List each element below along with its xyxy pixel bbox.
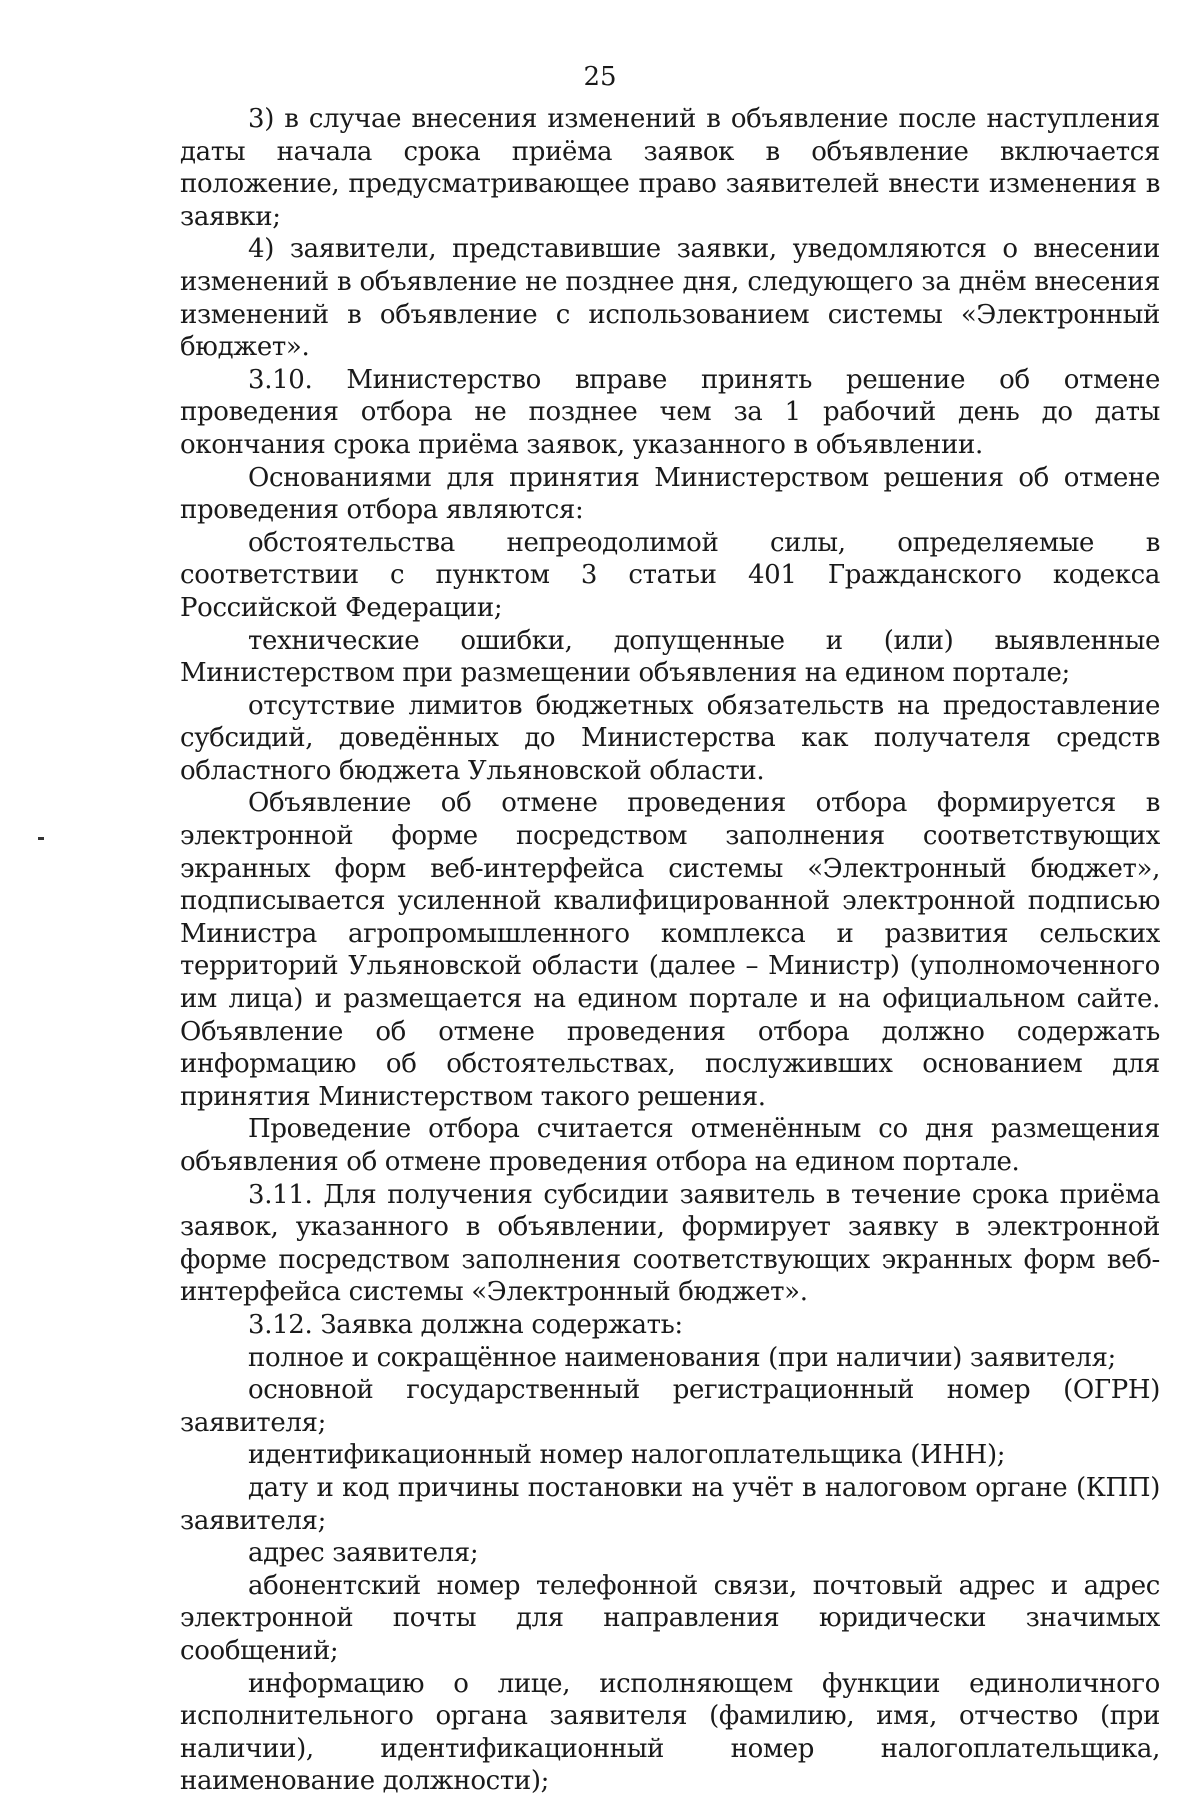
paragraph-full-name: полное и сокращённое наименования (при наличии) заявителя; xyxy=(248,1342,1116,1373)
paragraph-technical-errors: технические ошибки, допущенные и (или) выявленные Министерством при размещении объявления на едином портале; xyxy=(180,625,1160,689)
paragraph-item-4: 4) заявители, представившие заявки, уведомляются о внесении изменений в объявление не позднее дня, следующего за днём внесения изменений в объявление с использованием системы «Электронный бюджет». xyxy=(180,234,1160,363)
paragraph-no-limits: отсутствие лимитов бюджетных обязательств на предоставление субсидий, доведённых до Министерства как получателя средств областного бюджета Ульяновской области. xyxy=(180,690,1160,786)
page-number: 25 xyxy=(583,62,617,92)
paragraph-3-12: 3.12. Заявка должна содержать: xyxy=(248,1309,683,1340)
paragraph-grounds: Основаниями для принятия Министерством решения об отмене проведения отбора являются: xyxy=(180,462,1160,526)
scan-mark xyxy=(38,837,44,840)
paragraph-item-3: 3) в случае внесения изменений в объявление после наступления даты начала срока приёма заявок в объявление включается положение, предусматривающее право заявителей внести изменения в заявки; xyxy=(180,104,1160,232)
paragraph-3-11: 3.11. Для получения субсидии заявитель в течение срока приёма заявок, указанного в объявлении, формирует заявку в электронной форме посредством заполнения соответствующих экранных форм веб-интерфейса системы «Электронный бюджет». xyxy=(180,1179,1160,1308)
paragraph-contacts: абонентский номер телефонной связи, почтовый адрес и адрес электронной почты для направления юридически значимых сообщений; xyxy=(180,1570,1160,1666)
paragraph-cancellation-notice: Объявление об отмене проведения отбора формируется в электронной форме посредством заполнения соответствующих экранных форм веб-интерфейса системы «Электронный бюджет», подписывается усиленной квалифицированной электронной подписью Министра агропромышленного комплекса и развития сельских территорий Ульяновской области (далее – Министр) (уполномоченного им лица) и размещается на едином портале и на официальном сайте. Объявление об отмене проведения отбора должно содержать информацию об обстоятельствах, послуживших основанием для принятия Министерством такого решения. xyxy=(180,788,1160,1112)
paragraph-kpp: дату и код причины постановки на учёт в налоговом органе (КПП) заявителя; xyxy=(180,1472,1160,1536)
paragraph-address: адрес заявителя; xyxy=(248,1538,479,1569)
paragraph-force-majeure: обстоятельства непреодолимой силы, определяемые в соответствии с пунктом 3 статьи 401 Гражданского кодекса Российской Федерации; xyxy=(180,527,1160,623)
paragraph-cancelled: Проведение отбора считается отменённым со дня размещения объявления об отмене проведения отбора на едином портале. xyxy=(180,1114,1160,1177)
paragraph-inn: идентификационный номер налогоплательщика (ИНН); xyxy=(248,1440,1006,1471)
paragraph-executive-info: информацию о лице, исполняющем функции единоличного исполнительного органа заявителя (фамилию, имя, отчество (при наличии), идентификационный номер налогоплательщика, наименование должности); xyxy=(180,1668,1160,1797)
paragraph-3-10: 3.10. Министерство вправе принять решение об отмене проведения отбора не позднее чем за 1 рабочий день до даты окончания срока приёма заявок, указанного в объявлении. xyxy=(180,364,1160,460)
document-body xyxy=(180,103,1160,1798)
paragraph-ogrn: основной государственный регистрационный номер (ОГРН) заявителя; xyxy=(180,1375,1160,1438)
